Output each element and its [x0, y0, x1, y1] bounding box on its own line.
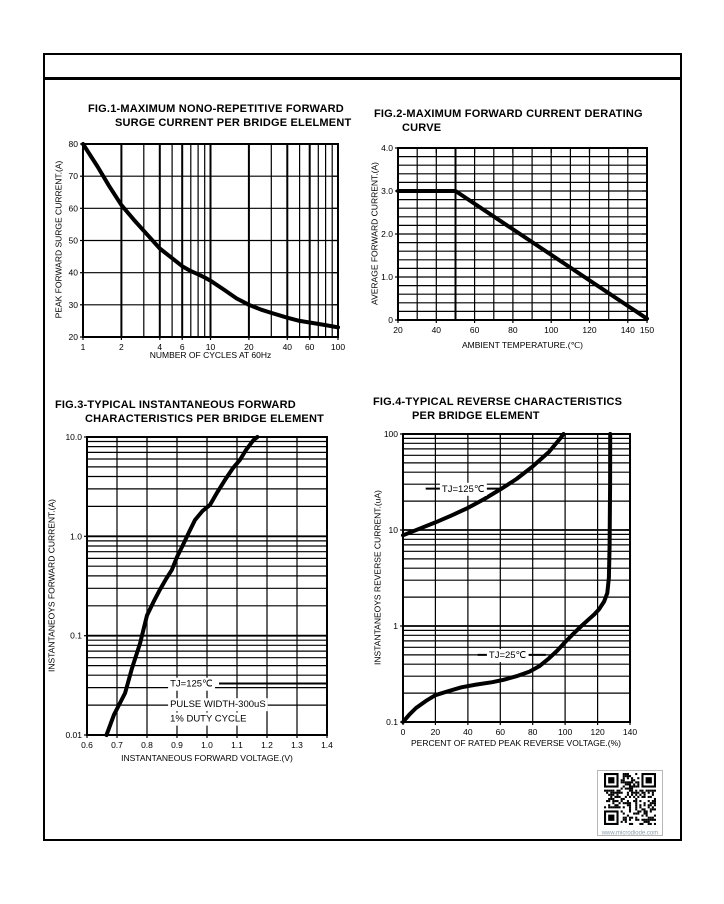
qr-module: [606, 792, 608, 794]
fig1-y-tick-label: 60: [68, 203, 78, 214]
fig1-y-tick-label: 50: [68, 235, 78, 246]
fig2-x-tick-label: 100: [544, 325, 559, 335]
fig2-y-tick-label: 2.0: [381, 229, 393, 239]
qr-module: [646, 810, 648, 812]
qr-module: [629, 781, 631, 783]
qr-module: [612, 806, 614, 808]
qr-module: [635, 817, 637, 819]
qr-module: [646, 819, 648, 821]
qr-module: [635, 804, 637, 806]
qr-module: [610, 790, 612, 792]
qr-module: [652, 817, 654, 819]
fig4-y-tick-label: 100: [383, 429, 398, 439]
fig4-title-line2: PER BRIDGE ELEMENT: [412, 409, 540, 422]
fig3-annotation: TJ=125℃: [170, 678, 213, 690]
fig3-x-tick-label: 1.3: [291, 740, 303, 750]
qr-module: [614, 806, 616, 808]
qr-module: [646, 790, 648, 792]
fig3-x-tick-label: 1.4: [321, 740, 333, 750]
qr-module: [616, 790, 618, 792]
fig4-y-tick-label: 10: [388, 525, 398, 535]
qr-module: [654, 798, 656, 800]
fig3-x-tick-label: 0.8: [141, 740, 153, 750]
qr-module: [652, 808, 654, 810]
qr-module: [627, 775, 629, 777]
qr-module: [648, 819, 650, 821]
qr-module: [627, 792, 629, 794]
qr-module: [629, 806, 631, 808]
qr-module: [616, 796, 618, 798]
qr-module: [641, 815, 643, 817]
qr-module: [633, 785, 635, 787]
qr-module: [641, 823, 643, 825]
qr-module: [629, 823, 631, 825]
qr-module: [644, 810, 646, 812]
qr-module: [639, 810, 641, 812]
qr-module: [635, 794, 637, 796]
fig4-annotation: TJ=25℃: [488, 650, 527, 662]
qr-module: [635, 792, 637, 794]
qr-module: [610, 806, 612, 808]
qr-module: [621, 821, 623, 823]
qr-module: [616, 800, 618, 802]
fig4-x-tick-label: 60: [495, 727, 506, 737]
qr-module: [633, 800, 635, 802]
qr-module: [644, 802, 646, 804]
qr-module: [631, 794, 633, 796]
qr-module: [608, 800, 610, 802]
fig1-y-tick-label: 30: [68, 299, 78, 310]
fig1-y-tick-label: 80: [68, 139, 78, 149]
qr-module: [652, 806, 654, 808]
fig2-x-tick-label: 80: [508, 325, 518, 335]
fig4-x-tick-label: 120: [590, 727, 605, 737]
qr-module: [631, 823, 633, 825]
qr-module: [629, 783, 631, 785]
qr-module: [639, 800, 641, 802]
qr-module: [629, 819, 631, 821]
fig1-x-tick-label: 100: [330, 342, 346, 352]
fig4-y-tick-label: 1: [393, 621, 398, 631]
qr-module: [629, 804, 631, 806]
qr-module: [652, 819, 654, 821]
qr-module: [650, 796, 652, 798]
fig3-y-tick-label: 0.1: [70, 630, 82, 641]
qr-module: [635, 785, 637, 787]
qr-module: [641, 796, 643, 798]
qr-module: [608, 794, 610, 796]
qr-module: [612, 802, 614, 804]
fig4-y-tick-label: 0.1: [386, 717, 398, 727]
qr-module: [627, 802, 629, 804]
qr-module: [616, 792, 618, 794]
qr-module: [619, 796, 621, 798]
qr-module: [623, 817, 625, 819]
qr-module: [631, 817, 633, 819]
qr-module: [648, 792, 650, 794]
qr-module: [637, 796, 639, 798]
qr-module: [621, 798, 623, 800]
qr-module: [641, 792, 643, 794]
qr-module: [619, 792, 621, 794]
fig1-y-axis-label: PEAK FORWARD SURGE CURRENT.(A): [53, 160, 64, 319]
qr-module: [627, 794, 629, 796]
qr-module: [627, 800, 629, 802]
qr-module: [644, 792, 646, 794]
qr-module: [635, 790, 637, 792]
qr-module: [604, 790, 606, 792]
qr-module: [619, 806, 621, 808]
fig2-x-tick-label: 150: [639, 325, 655, 335]
qr-module: [627, 804, 629, 806]
qr-module: [644, 819, 646, 821]
qr-module: [625, 802, 627, 804]
qr-module: [650, 810, 652, 812]
fig3-annotation: 1% DUTY CYCLE: [170, 713, 247, 725]
qr-module: [614, 796, 616, 798]
fig3-annotation: PULSE WIDTH-300uS: [170, 699, 266, 711]
fig2-y-tick-label: 0: [388, 315, 393, 325]
fig2-x-axis-label: AMBIENT TEMPERATURE.(℃): [461, 340, 583, 350]
fig1-x-tick-label: 4: [157, 342, 163, 352]
qr-module: [616, 794, 618, 796]
qr-module: [629, 802, 631, 804]
qr-module: [652, 790, 654, 792]
qr-module: [652, 794, 654, 796]
qr-module: [639, 790, 641, 792]
qr-module: [627, 815, 629, 817]
qr-module: [631, 788, 633, 790]
fig4-y-axis-label: INSTANTANEOYS REVERSE CURRENT.(uA): [372, 490, 383, 665]
qr-module: [608, 790, 610, 792]
qr-module: [650, 802, 652, 804]
fig1-x-tick-label: 10: [205, 342, 216, 352]
fig4-x-tick-label: 100: [558, 727, 573, 737]
qr-code: [597, 770, 663, 836]
qr-module: [610, 792, 612, 794]
qr-caption: www.microdiode.com: [601, 830, 659, 837]
qr-module: [625, 817, 627, 819]
fig3-title-line1: FIG.3-TYPICAL INSTANTANEOUS FORWARD: [55, 399, 296, 411]
fig3-x-tick-label: 1.1: [231, 740, 243, 750]
qr-module: [608, 806, 610, 808]
qr-module: [652, 802, 654, 804]
fig3-x-tick-label: 0.6: [81, 740, 93, 750]
qr-module: [641, 808, 643, 810]
qr-module: [623, 777, 625, 779]
qr-module: [641, 819, 643, 821]
qr-module: [612, 800, 614, 802]
qr-module: [654, 808, 656, 810]
fig1-y-tick-label: 40: [68, 267, 78, 278]
fig4-x-tick-label: 20: [430, 727, 441, 737]
qr-module: [650, 819, 652, 821]
qr-module: [629, 788, 631, 790]
qr-module: [606, 790, 608, 792]
qr-module: [610, 798, 612, 800]
qr-module: [631, 792, 633, 794]
qr-module: [610, 796, 612, 798]
qr-module: [637, 813, 639, 815]
qr-module: [625, 773, 627, 775]
fig3-x-tick-label: 0.7: [111, 740, 123, 750]
qr-module: [633, 783, 635, 785]
fig1-x-axis-label: NUMBER OF CYCLES AT 60Hz: [149, 350, 272, 360]
fig1-x-tick-label: 20: [244, 342, 254, 352]
fig3-y-tick-label: 10.0: [65, 432, 82, 442]
qr-module: [608, 777, 614, 783]
qr-module: [646, 815, 648, 817]
qr-module: [652, 800, 654, 802]
qr-module: [646, 777, 652, 783]
fig2-title: [374, 108, 643, 135]
qr-module: [631, 779, 633, 781]
fig1-y-tick-label: 20: [68, 332, 78, 342]
fig2-x-tick-label: 60: [469, 325, 480, 335]
qr-module: [635, 802, 637, 804]
qr-module: [635, 808, 637, 810]
fig3-plot: [65, 432, 333, 750]
qr-module: [635, 819, 637, 821]
qr-module: [644, 804, 646, 806]
qr-module: [650, 790, 652, 792]
qr-module: [644, 794, 646, 796]
qr-module: [610, 794, 612, 796]
qr-module: [654, 804, 656, 806]
qr-module: [616, 804, 618, 806]
qr-module: [625, 781, 627, 783]
qr-module: [631, 785, 633, 787]
qr-module: [627, 773, 629, 775]
qr-module: [650, 804, 652, 806]
fig1-x-tick-label: 60: [304, 342, 315, 352]
fig3-y-axis-label: INSTANTANEOYS FORWARD CURRENT.(A): [46, 499, 57, 672]
fig3-x-axis-label: INSTANTANEOUS FORWARD VOLTAGE.(V): [121, 753, 293, 763]
qr-module: [625, 796, 627, 798]
qr-module: [625, 788, 627, 790]
fig3-y-tick-label: 1.0: [70, 531, 82, 542]
qr-module: [637, 781, 639, 783]
fig3-x-tick-label: 1.2: [261, 740, 273, 750]
fig2-y-tick-label: 4.0: [381, 143, 393, 153]
qr-module: [608, 815, 614, 821]
fig2-y-axis-label: AVERAGE FORWARD CURRENT.(A): [369, 162, 380, 305]
qr-module: [637, 785, 639, 787]
qr-module: [629, 817, 631, 819]
qr-module: [629, 796, 631, 798]
fig1-title-line1: FIG.1-MAXIMUM NONO-REPETITIVE FORWARD: [88, 103, 344, 115]
qr-module: [621, 800, 623, 802]
qr-module: [623, 779, 625, 781]
qr-module: [633, 792, 635, 794]
fig3-title-line2: CHARACTERISTICS PER BRIDGE ELEMENT: [85, 412, 325, 425]
qr-module: [648, 804, 650, 806]
fig1-title: [88, 103, 351, 130]
qr-module: [652, 792, 654, 794]
fig2-curve-0: [398, 191, 647, 319]
fig1-title-line2: SURGE CURRENT PER BRIDGE ELELMENT: [115, 116, 352, 129]
qr-module: [635, 773, 637, 775]
qr-module: [644, 808, 646, 810]
qr-module: [625, 775, 627, 777]
qr-module: [621, 781, 623, 783]
qr-module: [650, 808, 652, 810]
qr-module: [629, 790, 631, 792]
qr-module: [635, 806, 637, 808]
qr-module: [648, 821, 650, 823]
qr-module: [648, 823, 650, 825]
qr-module: [635, 781, 637, 783]
qr-module: [616, 806, 618, 808]
fig2-x-tick-label: 140: [620, 325, 635, 335]
qr-module: [623, 813, 625, 815]
fig2-x-tick-label: 40: [431, 325, 442, 335]
qr-module: [644, 813, 646, 815]
fig2-y-tick-label: 1.0: [381, 272, 393, 282]
fig4-x-tick-label: 140: [622, 727, 638, 737]
qr-module: [612, 790, 614, 792]
fig3-x-tick-label: 0.9: [171, 740, 183, 750]
fig1-y-tick-label: 70: [68, 171, 78, 182]
fig2-title-line1: FIG.2-MAXIMUM FORWARD CURRENT DERATING: [374, 108, 643, 120]
qr-module: [648, 817, 650, 819]
qr-code-image: [604, 773, 656, 825]
fig4-curve-1: [403, 434, 610, 722]
qr-module: [612, 798, 614, 800]
qr-module: [619, 802, 621, 804]
fig4-title-line1: FIG.4-TYPICAL REVERSE CHARACTERISTICS: [373, 396, 623, 408]
qr-module: [631, 790, 633, 792]
qr-module: [648, 790, 650, 792]
qr-module: [633, 796, 635, 798]
fig2-title-line2: CURVE: [402, 121, 442, 134]
qr-module: [639, 806, 641, 808]
qr-module: [608, 798, 610, 800]
qr-module: [612, 794, 614, 796]
qr-module: [621, 792, 623, 794]
qr-module: [627, 777, 629, 779]
qr-module: [654, 823, 656, 825]
qr-module: [641, 790, 643, 792]
fig2-plot: [381, 143, 654, 335]
qr-module: [654, 819, 656, 821]
qr-module: [629, 775, 631, 777]
qr-module: [627, 788, 629, 790]
fig4-title: [373, 396, 622, 423]
qr-module: [637, 810, 639, 812]
fig1-x-tick-label: 40: [282, 342, 293, 352]
qr-module: [648, 806, 650, 808]
qr-module: [627, 781, 629, 783]
qr-module: [625, 821, 627, 823]
qr-module: [621, 788, 623, 790]
qr-module: [629, 810, 631, 812]
qr-module: [633, 813, 635, 815]
qr-module: [619, 790, 621, 792]
qr-module: [629, 808, 631, 810]
qr-module: [623, 781, 625, 783]
qr-module: [654, 802, 656, 804]
fig4-x-axis-label: PERCENT OF RATED PEAK REVERSE VOLTAGE.(%): [410, 738, 622, 748]
fig2-y-tick-label: 3.0: [381, 186, 393, 196]
fig4-annotation: TJ=125℃: [441, 483, 485, 495]
qr-module: [608, 804, 610, 806]
qr-module: [650, 823, 652, 825]
fig4-x-tick-label: 40: [463, 727, 473, 737]
qr-module: [637, 783, 639, 785]
qr-module: [646, 821, 648, 823]
qr-module: [639, 804, 641, 806]
qr-module: [623, 773, 625, 775]
qr-module: [635, 800, 637, 802]
qr-module: [654, 815, 656, 817]
qr-module: [614, 800, 616, 802]
qr-module: [623, 802, 625, 804]
qr-module: [654, 800, 656, 802]
fig1-x-tick-label: 6: [179, 342, 185, 352]
qr-module: [623, 806, 625, 808]
qr-module: [648, 796, 650, 798]
fig2-x-tick-label: 120: [582, 325, 597, 335]
qr-module: [650, 817, 652, 819]
qr-module: [644, 796, 646, 798]
qr-module: [623, 785, 625, 787]
qr-module: [639, 823, 641, 825]
qr-module: [614, 804, 616, 806]
qr-module: [633, 779, 635, 781]
qr-module: [637, 819, 639, 821]
qr-module: [612, 792, 614, 794]
qr-module: [631, 777, 633, 779]
qr-module: [625, 783, 627, 785]
fig4-x-tick-label: 0: [400, 727, 406, 737]
qr-module: [629, 785, 631, 787]
qr-module: [606, 800, 608, 802]
fig4-plot: [384, 429, 638, 737]
qr-module: [623, 775, 625, 777]
fig4-x-tick-label: 80: [527, 727, 538, 737]
fig3-x-tick-label: 1.0: [201, 740, 213, 750]
qr-module: [623, 798, 625, 800]
qr-module: [623, 819, 625, 821]
qr-module: [639, 794, 641, 796]
fig2-x-tick-label: 20: [393, 325, 403, 335]
qr-module: [621, 810, 623, 812]
qr-module: [631, 781, 633, 783]
fig1-plot: [69, 139, 346, 352]
qr-module: [648, 800, 650, 802]
fig3-title: [55, 399, 324, 426]
qr-module: [654, 790, 656, 792]
qr-module: [637, 777, 639, 779]
fig1-x-tick-label: 2: [119, 342, 124, 352]
qr-module: [635, 798, 637, 800]
qr-module: [646, 813, 648, 815]
qr-module: [625, 819, 627, 821]
qr-module: [644, 821, 646, 823]
qr-module: [604, 806, 606, 808]
qr-module: [637, 792, 639, 794]
qr-module: [621, 779, 623, 781]
qr-module: [614, 792, 616, 794]
fig1-x-tick-label: 1: [80, 342, 86, 352]
fig3-y-tick-label: 0.01: [65, 730, 82, 740]
qr-module: [635, 813, 637, 815]
qr-module: [627, 783, 629, 785]
